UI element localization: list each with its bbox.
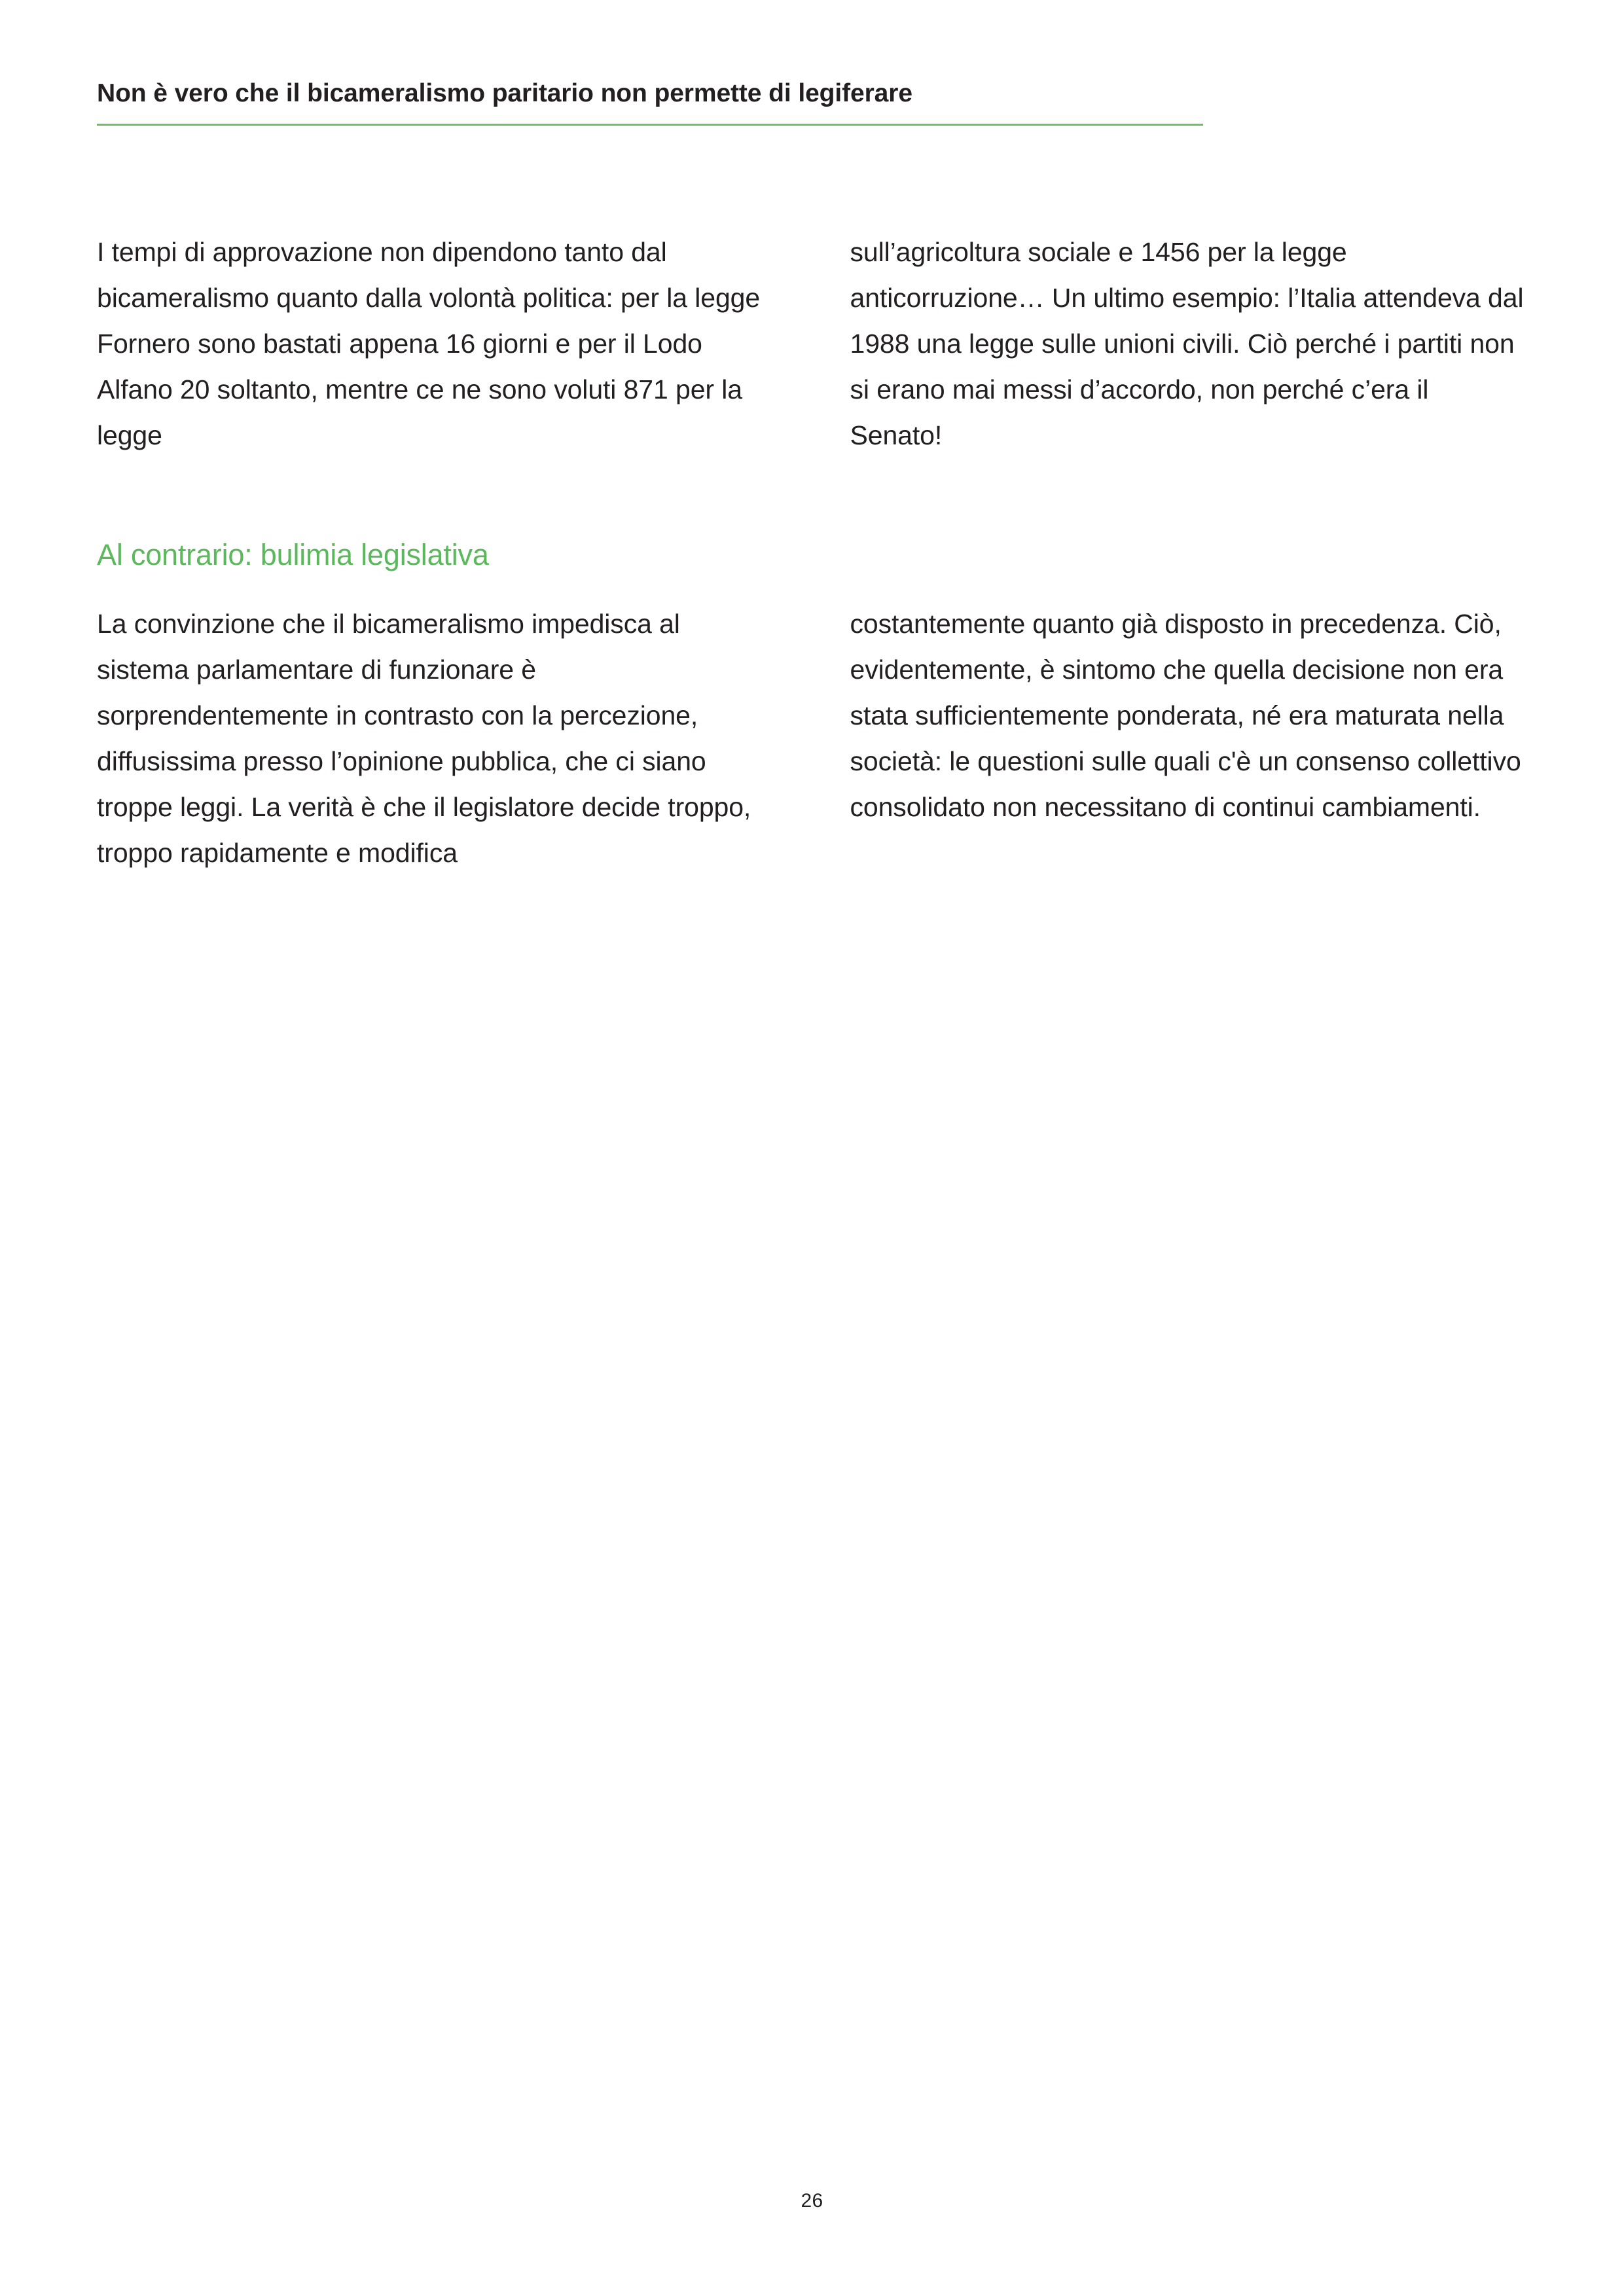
intro-left-paragraph: I tempi di approvazione non dipendono tanto dal bicameralismo quanto dalla volontà politica: per la legge Fornero sono bastati appena 16 giorni e per il Lodo Alfano 20 soltanto, mentre ce ne sono voluti 871 per la legge xyxy=(97,237,761,450)
page-content xyxy=(97,229,1527,876)
page-footer xyxy=(0,2190,1624,2212)
running-header xyxy=(97,79,1210,126)
header-divider xyxy=(97,124,1203,126)
running-header-title: Non è vero che il bicameralismo paritario non permette di legiferare xyxy=(97,79,912,107)
section-left-paragraph: La convinzione che il bicameralismo impedisca al sistema parlamentare di funzionare è sorprendentemente in contrasto con la percezione, diffusissima presso l’opinione pubblica, che ci siano troppe leggi. La verità è che il legislatore decide troppo, troppo rapidamente e modifica xyxy=(97,609,751,869)
intro-columns xyxy=(97,229,1527,458)
intro-left-column xyxy=(97,229,774,458)
section-heading: Al contrario: bulimia legislativa xyxy=(97,538,489,571)
intro-right-paragraph: sull’agricoltura sociale e 1456 per la legge anticorruzione… Un ultimo esempio: l’Italia attendeva dal 1988 una legge sulle unioni civili. Ciò perché i partiti non si erano mai messi d’accordo, non perché c’era il Senato! xyxy=(850,237,1524,450)
section-heading-block xyxy=(97,537,1527,573)
section-columns xyxy=(97,601,1527,876)
section-left-column xyxy=(97,601,774,876)
section-right-column xyxy=(850,601,1528,876)
page-number: 26 xyxy=(801,2190,823,2212)
intro-right-column xyxy=(850,229,1528,458)
section-right-paragraph: costantemente quanto già disposto in precedenza. Ciò, evidentemente, è sintomo che quella decisione non era stata sufficientemente ponderata, né era maturata nella società: le questioni sulle quali c'è un consenso collettivo consolidato non necessitano di continui cambiamenti. xyxy=(850,609,1521,823)
